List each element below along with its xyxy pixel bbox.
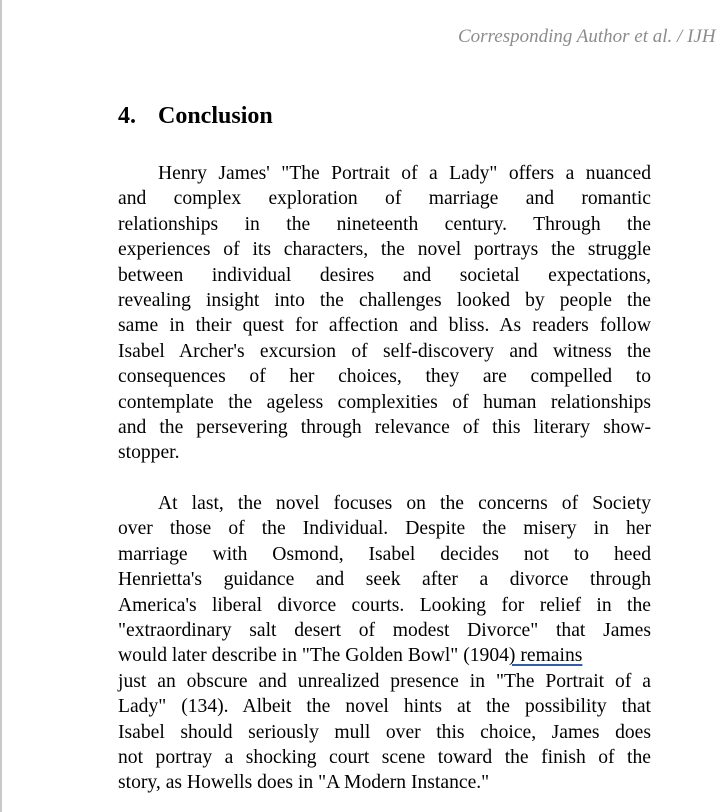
paragraph-line: stopper.: [118, 442, 180, 464]
paragraph-line: marriage with Osmond, Isabel decides not to heed: [118, 543, 651, 565]
section-number: 4.: [118, 103, 136, 129]
paragraph-line: and complex exploration of marriage and romantic: [118, 188, 651, 210]
paragraph-line: between individual desires and societal expectations,: [118, 264, 651, 286]
paragraph-1: [118, 161, 651, 466]
paragraph-line: story, as Howells does in "A Modern Instance.": [118, 772, 490, 794]
paragraph-line: same in their quest for affection and bliss. As readers follow: [118, 315, 651, 337]
paragraph-line: over those of the Individual. Despite the misery in her: [118, 518, 651, 540]
paragraph-line-text: would later describe in "The Golden Bowl" (1904: [118, 645, 509, 667]
paragraph-line: contemplate the ageless complexities of human relationships: [118, 391, 651, 413]
page-left-edge: [0, 0, 2, 812]
paragraph-line-with-edit: [118, 643, 651, 668]
paragraph-line: Henrietta's guidance and seek after a divorce through: [118, 569, 651, 591]
paragraph-line: Isabel Archer's excursion of self-discovery and witness the: [118, 340, 651, 362]
paragraph-line: just an obscure and unrealized presence in "The Portrait of a: [118, 670, 651, 692]
paragraph-line: relationships in the nineteenth century. Through the: [118, 213, 651, 235]
paragraph-line: consequences of her choices, they are compelled to: [118, 366, 651, 388]
section-title: Conclusion: [158, 103, 273, 129]
tracked-edit-underline[interactable]: ) remains: [508, 645, 583, 667]
paragraph-line: "extraordinary salt desert of modest Divorce" that James: [118, 619, 651, 641]
running-header: Corresponding Author et al. / IJH: [458, 26, 716, 47]
paragraph-line: At last, the novel focuses on the concerns of Society: [158, 493, 651, 514]
paragraph-line: Lady" (134). Albeit the novel hints at the possibility that: [118, 696, 651, 718]
section-heading: [118, 103, 273, 130]
paragraph-2: [118, 491, 651, 796]
paragraph-line: revealing insight into the challenges looked by people the: [118, 289, 651, 311]
paragraph-line: Isabel should seriously mull over this choice, James does: [118, 721, 651, 743]
paragraph-line: America's liberal divorce courts. Looking for relief in the: [118, 594, 651, 616]
paragraph-line: experiences of its characters, the novel portrays the struggle: [118, 239, 651, 261]
paragraph-line: Henry James' "The Portrait of a Lady" offers a nuanced: [158, 163, 651, 184]
paragraph-line: and the persevering through relevance of this literary show-: [118, 416, 651, 438]
paragraph-line: not portray a shocking court scene toward the finish of the: [118, 746, 651, 768]
